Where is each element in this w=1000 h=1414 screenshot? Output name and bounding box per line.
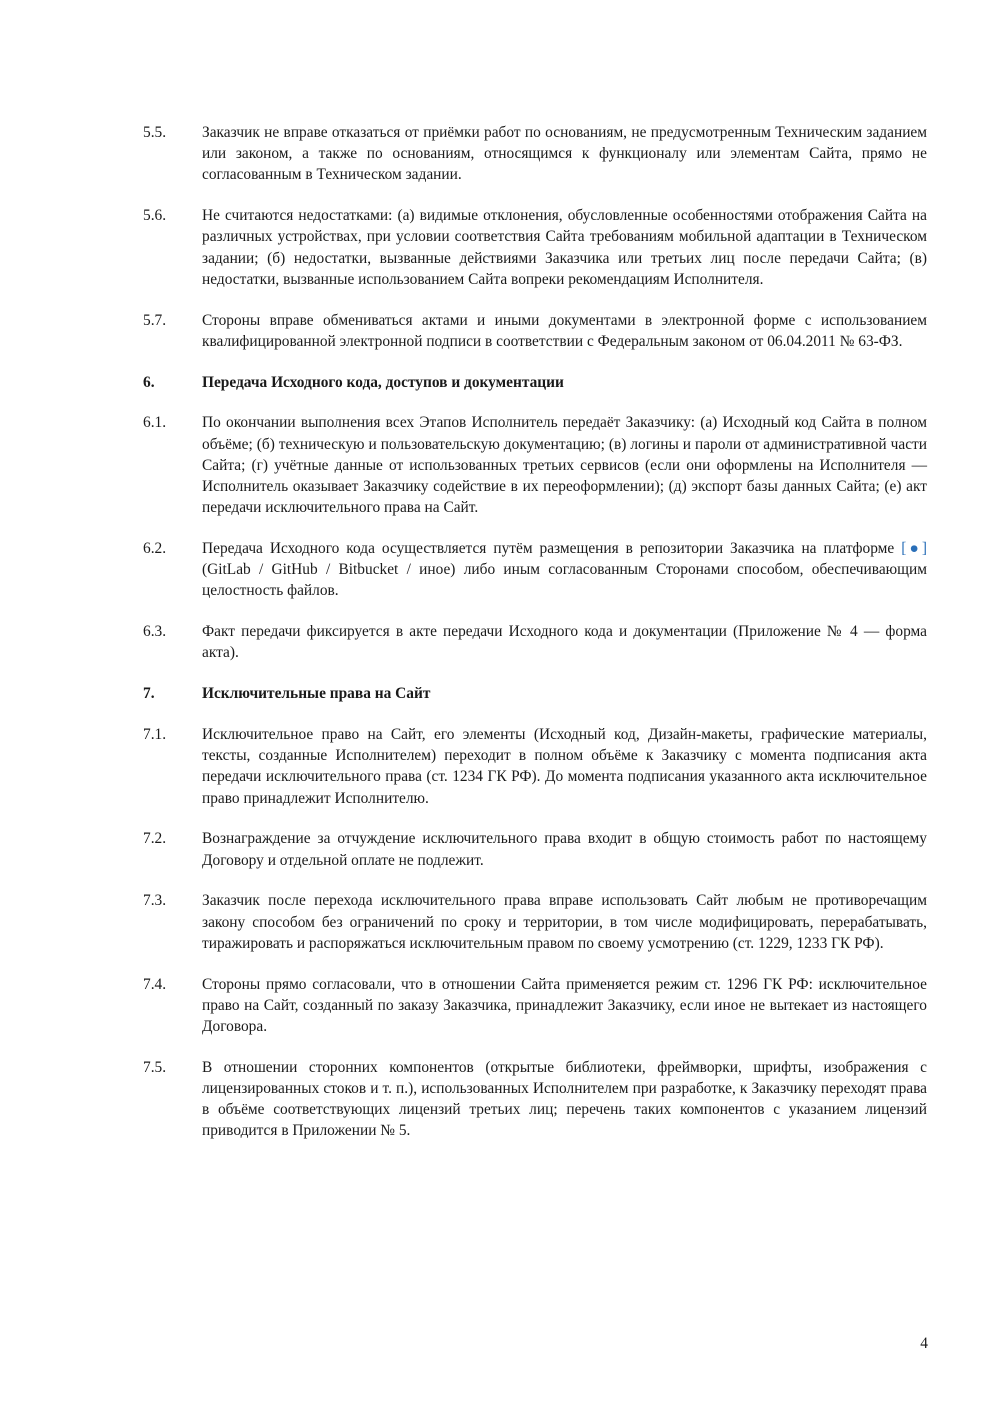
clause-6-3 [143, 621, 927, 663]
clause-7-2 [143, 828, 927, 870]
section-title: Исключительные права на Сайт [202, 685, 431, 703]
clause-number: 5.7. [143, 311, 167, 329]
clause-6-2 [143, 538, 927, 602]
clause-text: Факт передачи фиксируется в акте передачи Исходного кода и документации (Приложение № 4 — форма акта). [202, 623, 927, 662]
clause-text [202, 538, 927, 602]
section-heading-6 [143, 372, 927, 393]
clause-6-1 [143, 412, 927, 518]
clause-number: 7.5. [143, 1058, 167, 1076]
clause-text: По окончании выполнения всех Этапов Исполнитель передаёт Заказчику: (а) Исходный код Сайта в полном объёме; (б) техническую и пользовательскую документацию; (в) логины и пароли от административной части Сайта; (г) учётные данные от использованных третьих сервисов (если они оформлены на Исполнителя — Исполнитель оказывает Заказчику содействие в их переоформлении); (д) экспорт базы данных Сайта; (е) акт передачи исключительного права на Сайт. [202, 414, 927, 517]
clause-number: 7.3. [143, 892, 167, 910]
clause-5-6 [143, 205, 927, 290]
clause-text: Заказчик не вправе отказаться от приёмки работ по основаниям, не предусмотренным Техническим заданием или законом, а также по основаниям, относящимся к функционалу или элементам Сайта, прямо не согласованным в Техническом задании. [202, 124, 927, 184]
placeholder-marker: [●] [901, 540, 927, 558]
clause-text: Стороны вправе обмениваться актами и иными документами в электронной форме с использованием квалифицированной электронной подписи в соответствии с Федеральным законом от 06.04.2011 № 63-ФЗ. [202, 311, 927, 350]
section-number: 6. [143, 373, 155, 391]
clause-5-5 [143, 122, 927, 186]
clause-text: Исключительное право на Сайт, его элементы (Исходный код, Дизайн-макеты, графические материалы, тексты, созданные Исполнителем) переходит в полном объёме к Заказчику с момента подписания акта передачи исключительного права (ст. 1234 ГК РФ). До момента подписания указанного акта исключительное право принадлежит Исполнителю. [202, 726, 927, 807]
clause-number: 7.2. [143, 830, 167, 848]
section-heading-7 [143, 683, 927, 704]
section-number: 7. [143, 685, 155, 703]
clause-number: 6.1. [143, 414, 167, 432]
clause-7-4 [143, 974, 927, 1038]
clause-7-3 [143, 890, 927, 954]
clause-number: 6.3. [143, 623, 167, 641]
clause-number: 7.1. [143, 726, 167, 744]
clause-text: Стороны прямо согласовали, что в отношении Сайта применяется режим ст. 1296 ГК РФ: исключительное право на Сайт, созданный по заказу Заказчика, принадлежит Заказчику, если иное не вытекает из настоящего Договора. [202, 975, 927, 1036]
clause-number: 5.5. [143, 124, 167, 141]
page-number: 4 [920, 1335, 928, 1352]
clause-text: Не считаются недостатками: (а) видимые отклонения, обусловленные особенностями отображения Сайта на различных устройствах, при условии соответствия Сайта требованиям мобильной адаптации в Техническом задании; (б) недостатки, вызванные действиями Заказчика или третьих лиц после передачи Сайта; (в) недостатки, вызванные использованием Сайта вопреки рекомендациям Исполнителя. [202, 207, 927, 288]
clause-5-7 [143, 310, 927, 352]
clause-number: 7.4. [143, 975, 167, 993]
clause-text: В отношении сторонних компонентов (открытые библиотеки, фреймворки, шрифты, изображения с лицензированных стоков и т. п.), использованных Исполнителем при разработке, к Заказчику переходят права в объёме соответствующих лицензий третьих лиц; перечень таких компонентов с указанием лицензий приводится в Приложении № 5. [202, 1058, 927, 1140]
section-title: Передача Исходного кода, доступов и документации [202, 373, 564, 391]
clause-7-5 [143, 1057, 927, 1142]
clause-text: Заказчик после перехода исключительного права вправе использовать Сайт любым не противоречащим закону способом без ограничений по сроку и территории, в том числе модифицировать, перерабатывать, тиражировать и распоряжаться исключительным правом по своему усмотрению (ст. 1229, 1233 ГК РФ). [202, 892, 927, 952]
clause-text-part: Передача Исходного кода осуществляется путём размещения в репозитории Заказчика на платформе [202, 540, 902, 558]
document-page [143, 122, 927, 1161]
clause-7-1 [143, 724, 927, 809]
clause-text: Вознаграждение за отчуждение исключительного права входит в общую стоимость работ по настоящему Договору и отдельной оплате не подлежит. [202, 830, 927, 869]
clause-text-part: (GitLab / GitHub / Bitbucket / иное) либо иным согласованным Сторонами способом, обеспечивающим целостность файлов. [202, 561, 927, 600]
clause-number: 5.6. [143, 207, 167, 225]
clause-number: 6.2. [143, 540, 167, 558]
